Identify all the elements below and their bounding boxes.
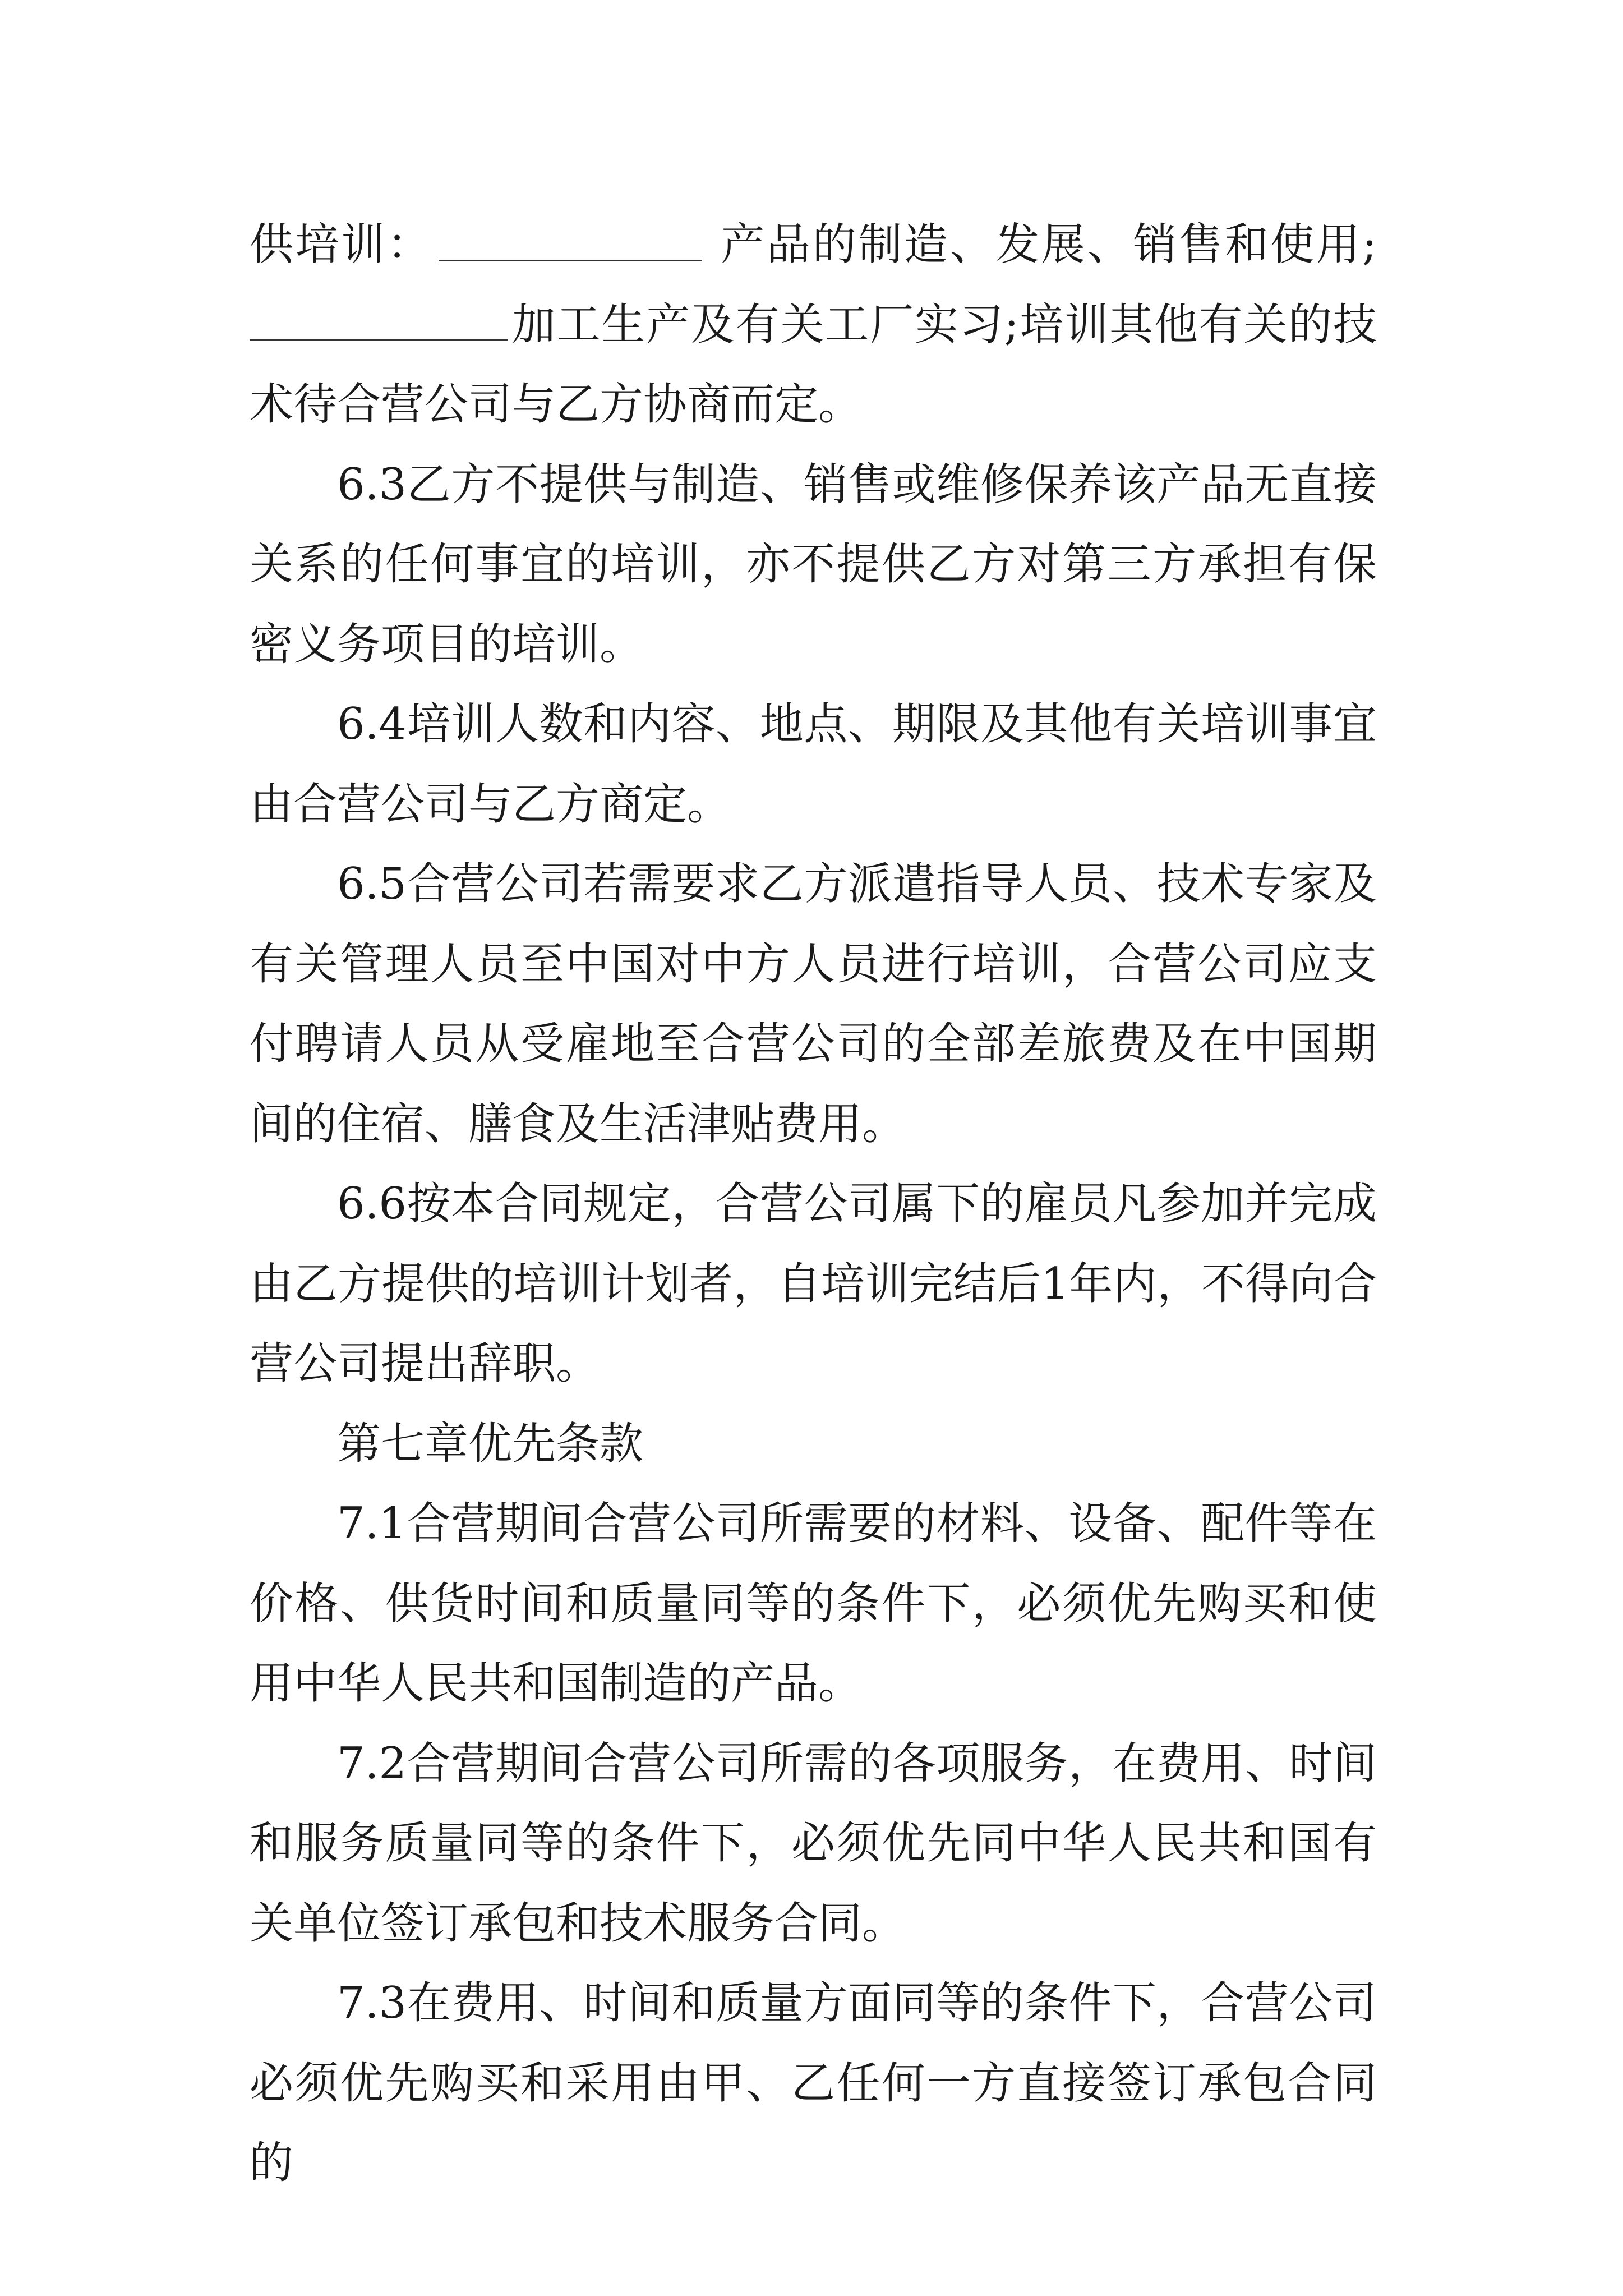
paragraph-6-5: 6.5合营公司若需要求乙方派遣指导人员、技术专家及有关管理人员至中国对中方人员进行培训，合营公司应支付聘请人员从受雇地至合营公司的全部差旅费及在中国期间的住宿、膳食及生活津贴费用。 bbox=[250, 859, 1377, 1149]
paragraph-6-3: 6.3乙方不提供与制造、销售或维修保养该产品无直接关系的任何事宜的培训，亦不提供乙方对第三方承担有保密义务项目的培训。 bbox=[250, 459, 1377, 670]
lead-text-2: 产品的制造、发展、销售和使用; bbox=[718, 219, 1377, 270]
lead-text-3: 加工生产及有关工厂实习;培训其他有关的技术待合营公司与乙方协商而定。 bbox=[250, 299, 1377, 430]
blank-line-2 bbox=[250, 296, 508, 341]
chapter-7-heading: 第七章优先条款 bbox=[337, 1418, 644, 1469]
paragraph-7-1: 7.1合营期间合营公司所需要的材料、设备、配件等在价格、供货时间和质量同等的条件下，必须优先购买和使用中华人民共和国制造的产品。 bbox=[250, 1498, 1377, 1709]
paragraph-training-scope bbox=[250, 205, 1377, 445]
paragraph-7-2: 7.2合营期间合营公司所需的各项服务，在费用、时间和服务质量同等的条件下，必须优先同中华人民共和国有关单位签订承包和技术服务合同。 bbox=[250, 1738, 1377, 1949]
paragraph-6-4: 6.4培训人数和内容、地点、期限及其他有关培训事宜由合营公司与乙方商定。 bbox=[250, 699, 1377, 830]
paragraph-7-3: 7.3在费用、时间和质量方面同等的条件下，合营公司必须优先购买和采用由甲、乙任何一方直接签订承包合同的 bbox=[250, 1978, 1377, 2188]
document-page bbox=[250, 205, 1377, 2203]
paragraph-6-6: 6.6按本合同规定，合营公司属下的雇员凡参加并完成由乙方提供的培训计划者，自培训完结后1年内，不得向合营公司提出辞职。 bbox=[250, 1179, 1377, 1389]
blank-line-1 bbox=[439, 216, 702, 261]
lead-text-1: 供培训： bbox=[250, 219, 433, 270]
